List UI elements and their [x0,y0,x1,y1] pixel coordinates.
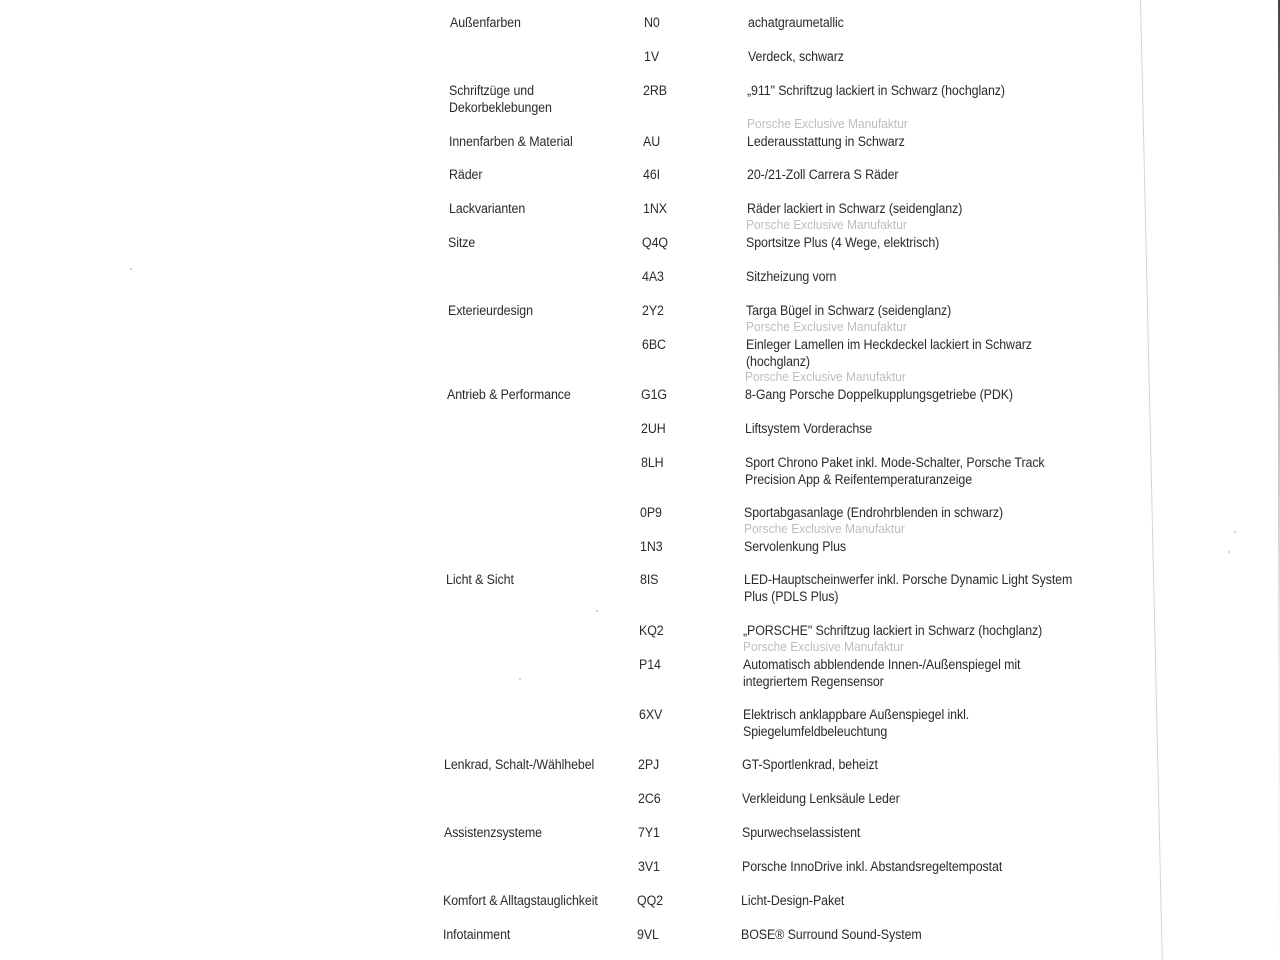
row-option-code: 1N3 [640,539,663,554]
row-description: Einleger Lamellen im Heckdeckel lackiert in Schwarz (hochglanz) [745,337,1032,369]
row-option-code: N0 [643,15,660,30]
exclusive-manufaktur-label: Porsche Exclusive Manufaktur [745,369,907,384]
row-option-code: KQ2 [639,623,665,638]
row-description: Sport Chrono Paket inkl. Mode-Schalter, Porsche Track Precision App & Reifentemperaturanzeige [744,455,1045,487]
row-description: Targa Bügel in Schwarz (seidenglanz) [745,303,951,318]
row-option-code: 6XV [638,707,663,722]
scan-speck [130,268,132,270]
row-description: Liftsystem Vorderachse [744,421,873,436]
row-option-code: 9VL [637,927,660,942]
row-option-code: 4A3 [642,269,664,284]
row-description: LED-Hauptscheinwerfer inkl. Porsche Dynamic Light System Plus (PDLS Plus) [743,572,1073,604]
row-option-code: 2Y2 [641,303,664,318]
row-description: Räder lackiert in Schwarz (seidenglanz) [746,201,962,216]
scan-speck [519,678,521,680]
row-description: Elektrisch anklappbare Außenspiegel inkl. Spiegelumfeldbeleuchtung [742,707,969,739]
row-category: Lenkrad, Schalt-/Wählhebel [444,757,595,772]
row-option-code: 2C6 [638,791,661,806]
row-description: Lederausstattung in Schwarz [747,134,905,149]
row-category: Schriftzüge und Dekorbeklebungen [449,83,553,115]
row-option-code: Q4Q [642,235,669,250]
row-category: Lackvarianten [448,201,525,216]
row-description: BOSE® Surround Sound-System [741,927,922,942]
row-description: GT-Sportlenkrad, beheizt [742,757,879,772]
row-category: Komfort & Alltagstauglichkeit [443,893,599,908]
row-description: „PORSCHE" Schriftzug lackiert in Schwarz (hochglanz) [743,623,1043,638]
row-category: Außenfarben [449,15,521,30]
row-option-code: P14 [639,657,662,672]
row-category: Exterieurdesign [447,303,533,318]
row-option-code: 8LH [640,455,664,470]
row-option-code: 1NX [642,201,667,216]
scan-speck [596,610,598,612]
row-category: Sitze [448,235,476,250]
exclusive-manufaktur-label: Porsche Exclusive Manufaktur [747,116,908,131]
row-option-code: 46I [642,167,660,182]
row-option-code: 2UH [640,421,666,436]
exclusive-manufaktur-label: Porsche Exclusive Manufaktur [745,319,907,334]
row-category: Assistenzsysteme [443,825,542,840]
row-description: Porsche InnoDrive inkl. Abstandsregeltempostat [741,859,1002,874]
row-option-code: 7Y1 [637,825,660,840]
row-description: Spurwechselassistent [741,825,861,840]
row-category: Licht & Sicht [445,572,514,587]
exclusive-manufaktur-label: Porsche Exclusive Manufaktur [746,217,908,232]
row-description: 20-/21-Zoll Carrera S Räder [746,167,899,182]
scan-speck [1234,531,1236,533]
page-edge-line [1140,0,1163,960]
scan-speck [1228,551,1230,553]
row-category: Räder [448,167,483,182]
row-option-code: 8IS [639,572,659,587]
row-option-code: AU [643,134,661,149]
row-description: Licht-Design-Paket [741,893,845,908]
row-option-code: 0P9 [640,505,663,520]
row-option-code: 2PJ [638,757,660,772]
row-description: 8-Gang Porsche Doppelkupplungsgetriebe (PDK) [745,387,1014,402]
row-description: Verdeck, schwarz [747,49,844,64]
row-option-code: QQ2 [637,893,664,908]
row-option-code: 2RB [643,83,668,98]
row-category: Antrieb & Performance [447,387,571,402]
row-option-code: 1V [643,49,659,64]
row-description: Servolenkung Plus [744,539,847,554]
row-option-code: 3V1 [637,859,660,874]
row-description: Sportabgasanlage (Endrohrblenden in schwarz) [744,505,1004,520]
exclusive-manufaktur-label: Porsche Exclusive Manufaktur [744,521,905,536]
row-description: Sportsitze Plus (4 Wege, elektrisch) [746,235,940,250]
row-category: Infotainment [443,927,511,942]
row-description: Verkleidung Lenksäule Leder [742,791,900,806]
row-description: achatgraumetallic [747,15,844,30]
row-description: Automatisch abblendende Innen-/Außenspiegel mit integriertem Regensensor [743,657,1021,689]
row-option-code: 6BC [641,337,666,352]
row-description: „911" Schriftzug lackiert in Schwarz (hochglanz) [747,83,1006,98]
exclusive-manufaktur-label: Porsche Exclusive Manufaktur [743,639,905,654]
row-category: Innenfarben & Material [449,134,573,149]
row-option-code: G1G [641,387,668,402]
row-description: Sitzheizung vorn [746,269,837,284]
